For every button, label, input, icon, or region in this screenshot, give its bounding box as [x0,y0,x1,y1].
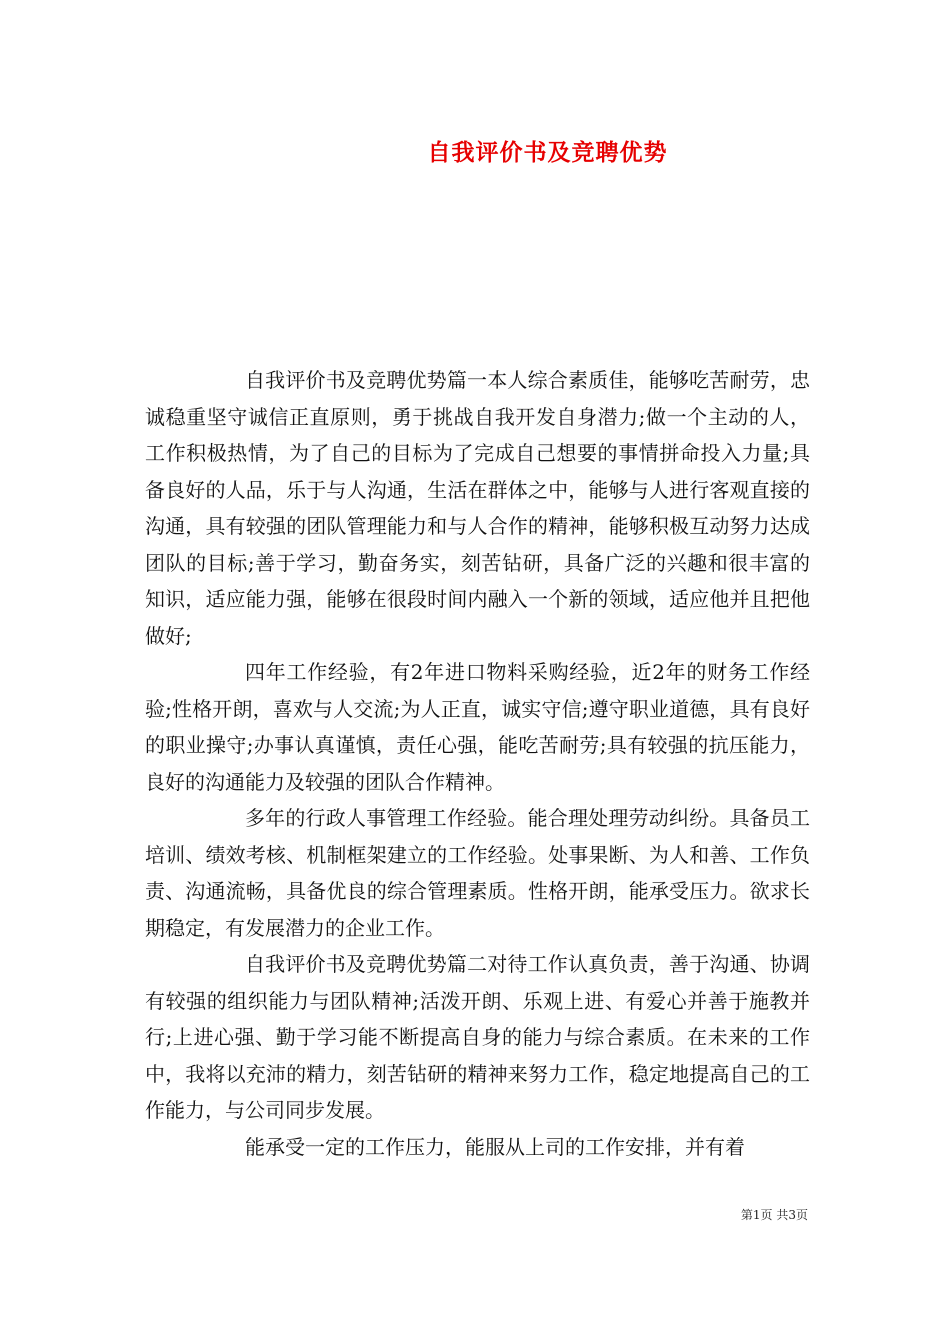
page-number-footer: 第1页 共3页 [740,1208,808,1222]
page-title: 自我评价书及竞聘优势 [427,139,668,166]
paragraph-2: 四年工作经验，有2年进口物料采购经验，近2年的财务工作经验;性格开朗，喜欢与人交流;为人正直，诚实守信;遵守职业道德，具有良好的职业操守;办事认真谨慎，责任心强，能吃苦耐劳;具有较强的抗压能力，良好的沟通能力及较强的团队合作精神。 [145,660,810,794]
paragraph-1: 自我评价书及竞聘优势篇一本人综合素质佳，能够吃苦耐劳，忠诚稳重坚守诚信正直原则，勇于挑战自我开发自身潜力;做一个主动的人，工作积极热情，为了自己的目标为了完成自己想要的事情拼命投入力量;具备良好的人品，乐于与人沟通，生活在群体之中，能够与人进行客观直接的沟通，具有较强的团队管理能力和与人合作的精神，能够积极互动努力达成团队的目标;善于学习，勤奋务实，刻苦钻研，具备广泛的兴趣和很丰富的知识，适应能力强，能够在很段时间内融入一个新的领域，适应他并且把他做好; [145,368,810,648]
document-body [145,362,810,1165]
paragraph-5: 能承受一定的工作压力，能服从上司的工作安排，并有着 [245,1134,745,1159]
paragraph-3: 多年的行政人事管理工作经验。能合理处理劳动纠纷。具备员工培训、绩效考核、机制框架建立的工作经验。处事果断、为人和善、工作负责、沟通流畅，具备优良的综合管理素质。性格开朗，能承受压力。欲求长期稳定，有发展潜力的企业工作。 [145,806,810,940]
paragraph-4: 自我评价书及竞聘优势篇二对待工作认真负责，善于沟通、协调有较强的组织能力与团队精神;活泼开朗、乐观上进、有爱心并善于施教并行;上进心强、勤于学习能不断提高自身的能力与综合素质。在未来的工作中，我将以充沛的精力，刻苦钻研的精神来努力工作，稳定地提高自己的工作能力，与公司同步发展。 [145,952,810,1122]
